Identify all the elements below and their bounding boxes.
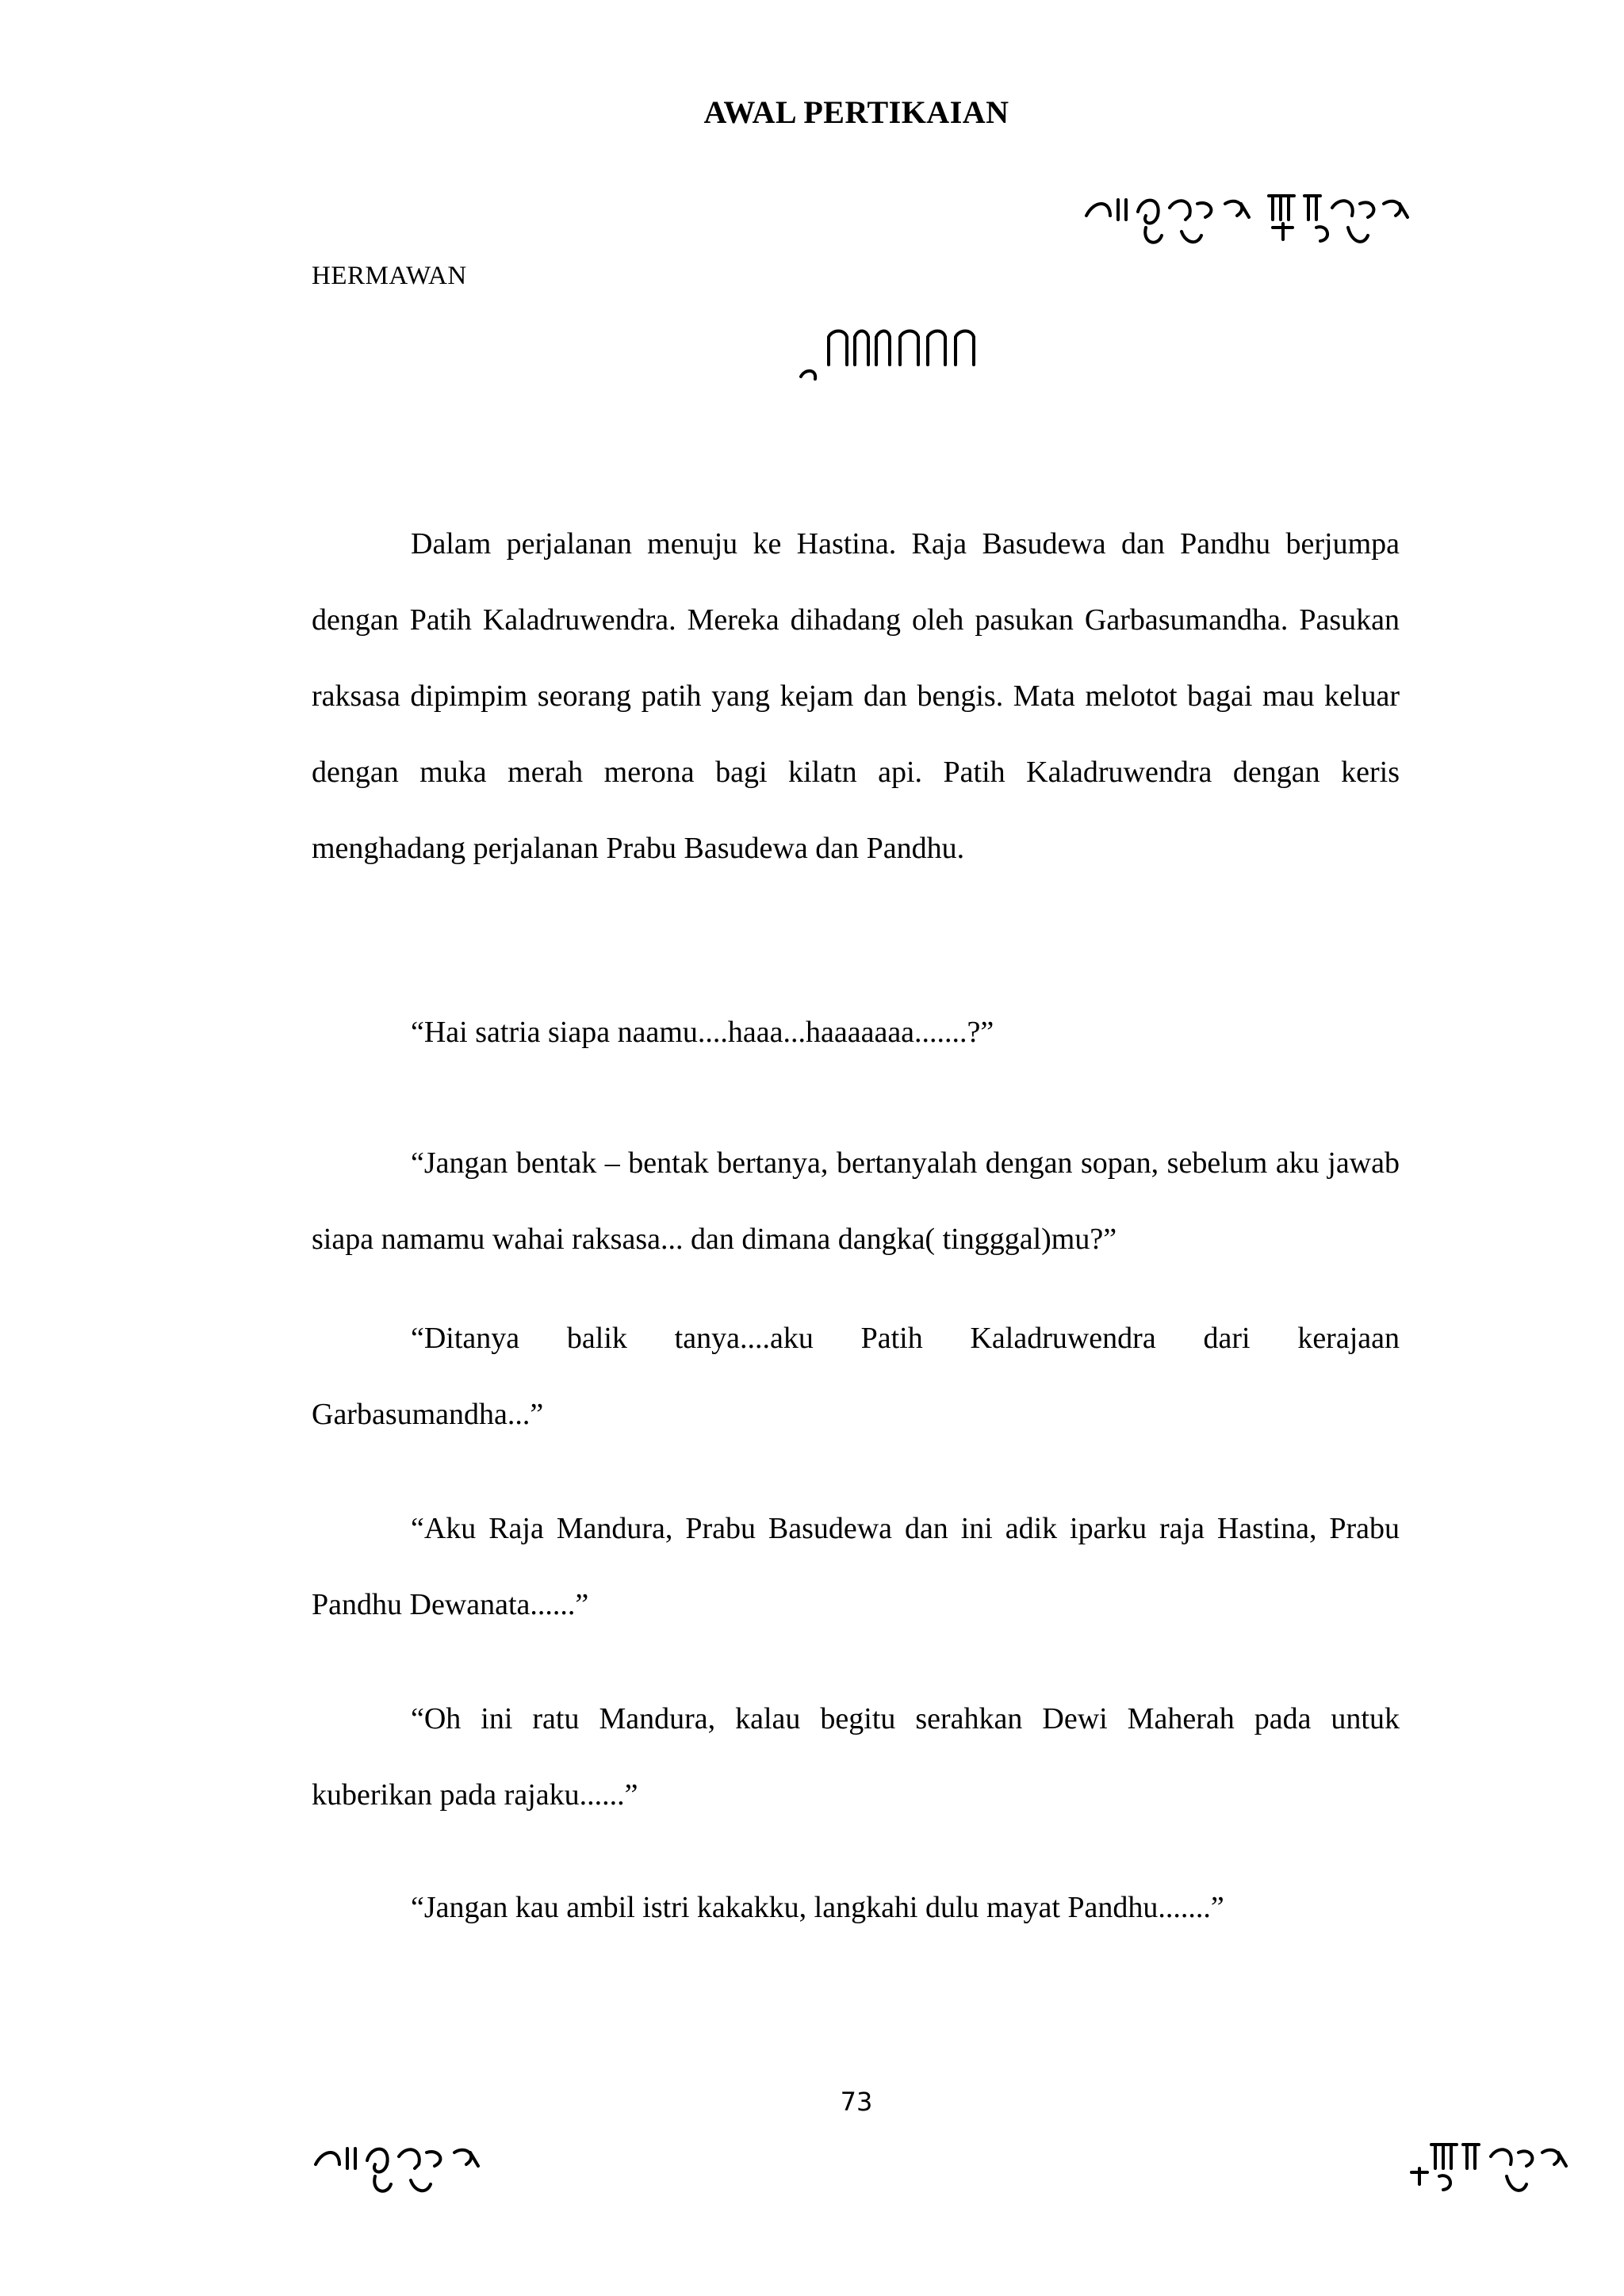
javanese-script-ornament-bottom-right <box>1404 2133 1570 2204</box>
paragraph-dialogue-2: “Jangan bentak – bentak bertanya, bertanyalah dengan sopan, sebelum aku jawab siapa namamu wahai raksasa... dan dimana dangka( tingggal)mu?” <box>312 1146 1400 1256</box>
paragraph-dialogue-6: “Jangan kau ambil istri kakakku, langkahi dulu mayat Pandhu.......” <box>411 1891 1224 1924</box>
chapter-title: AWAL PERTIKAIAN <box>703 94 1009 130</box>
paragraph-dialogue-1: “Hai satria siapa naamu....haaa...haaaaaaa.......?” <box>411 1016 994 1049</box>
javanese-script-ornament-top <box>1078 184 1411 263</box>
author-name: HERMAWAN <box>312 262 467 290</box>
paragraph-dialogue-4: “Aku Raja Mandura, Prabu Basudewa dan ini adik iparku raja Hastina, Prabu Pandhu Dewanata......” <box>312 1512 1400 1621</box>
javanese-script-ornament-center <box>793 325 999 388</box>
paragraph-narration: Dalam perjalanan menuju ke Hastina. Raja Basudewa dan Pandhu berjumpa dengan Patih Kaladruwendra. Mereka dihadang oleh pasukan Garbasumandha. Pasukan raksasa dipimpim seorang patih yang kejam dan bengis. Mata melotot bagai mau keluar dengan muka merah merona bagi kilatn api. Patih Kaladruwendra dengan keris menghadang perjalanan Prabu Basudewa dan Pandhu. <box>312 527 1400 865</box>
page-number: 73 <box>840 2087 873 2117</box>
paragraph-dialogue-3: “Ditanya balik tanya....aku Patih Kaladruwendra dari kerajaan Garbasumandha...” <box>312 1322 1400 1431</box>
javanese-script-ornament-bottom-left <box>308 2133 498 2204</box>
paragraph-dialogue-5: “Oh ini ratu Mandura, kalau begitu serahkan Dewi Maherah pada untuk kuberikan pada rajaku......” <box>312 1702 1400 1812</box>
